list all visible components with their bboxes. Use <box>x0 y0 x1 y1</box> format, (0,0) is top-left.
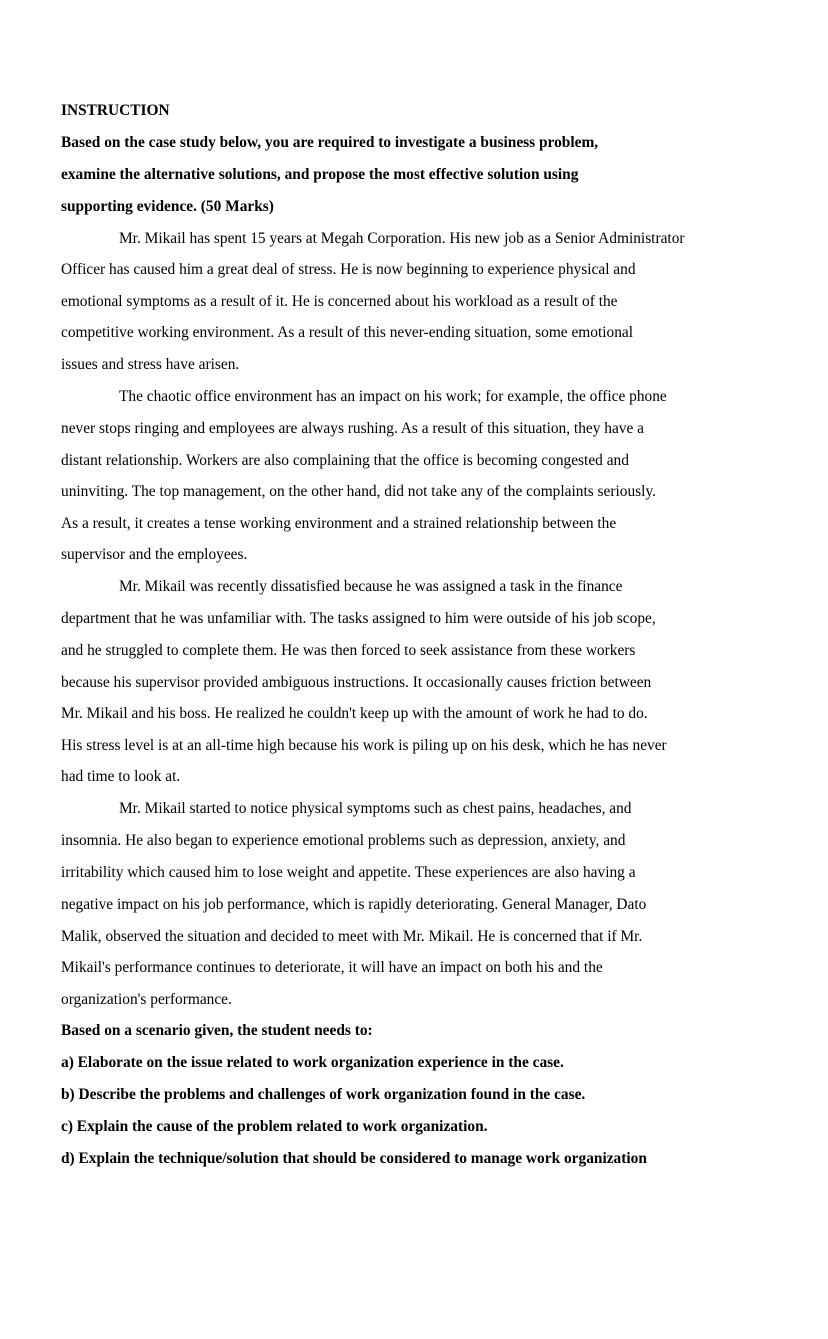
task-item: d) Explain the technique/solution that should be considered to manage work organization <box>61 1150 647 1167</box>
task-item: b) Describe the problems and challenges of work organization found in the case. <box>61 1086 586 1103</box>
paragraph-4-line: insomnia. He also began to experience emotional problems such as depression, anxiety, and <box>61 832 626 849</box>
instruction-line: supporting evidence. (50 Marks) <box>61 198 274 215</box>
paragraph-3-line: His stress level is at an all-time high because his work is piling up on his desk, which he has never <box>61 737 667 754</box>
paragraph-3-line: Mr. Mikail and his boss. He realized he couldn't keep up with the amount of work he had to do. <box>61 705 648 722</box>
paragraph-2-line: uninviting. The top management, on the other hand, did not take any of the complaints seriously. <box>61 483 656 500</box>
paragraph-1-line: issues and stress have arisen. <box>61 356 240 373</box>
task-item: a) Elaborate on the issue related to work organization experience in the case. <box>61 1054 564 1071</box>
paragraph-2-line: The chaotic office environment has an impact on his work; for example, the office phone <box>119 388 667 405</box>
paragraph-1-line: competitive working environment. As a result of this never-ending situation, some emotional <box>61 324 634 341</box>
paragraph-4-line: organization's performance. <box>61 991 232 1008</box>
paragraph-2-line: supervisor and the employees. <box>61 546 248 563</box>
paragraph-4-line: negative impact on his job performance, which is rapidly deteriorating. General Manager, Dato <box>61 896 647 913</box>
paragraph-4-line: irritability which caused him to lose weight and appetite. These experiences are also having a <box>61 864 636 881</box>
instruction-heading: INSTRUCTION <box>61 102 170 119</box>
paragraph-3-line: Mr. Mikail was recently dissatisfied because he was assigned a task in the finance <box>119 578 623 595</box>
instruction-line: Based on the case study below, you are required to investigate a business problem, <box>61 134 599 151</box>
task-item: c) Explain the cause of the problem related to work organization. <box>61 1118 488 1135</box>
paragraph-3-line: because his supervisor provided ambiguous instructions. It occasionally causes friction between <box>61 674 652 691</box>
paragraph-1-line: Mr. Mikail has spent 15 years at Megah Corporation. His new job as a Senior Administrator <box>119 230 685 247</box>
instruction-line: examine the alternative solutions, and propose the most effective solution using <box>61 166 579 183</box>
paragraph-2-line: never stops ringing and employees are always rushing. As a result of this situation, they have a <box>61 420 645 437</box>
paragraph-3-line: and he struggled to complete them. He was then forced to seek assistance from these workers <box>61 642 636 659</box>
paragraph-2-line: As a result, it creates a tense working environment and a strained relationship between the <box>61 515 617 532</box>
paragraph-3-line: had time to look at. <box>61 768 181 785</box>
paragraph-4-line: Malik, observed the situation and decided to meet with Mr. Mikail. He is concerned that if Mr. <box>61 928 643 945</box>
paragraph-3-line: department that he was unfamiliar with. The tasks assigned to him were outside of his job scope, <box>61 610 656 627</box>
paragraph-1-line: emotional symptoms as a result of it. He is concerned about his workload as a result of the <box>61 293 618 310</box>
paragraph-2-line: distant relationship. Workers are also complaining that the office is becoming congested and <box>61 452 629 469</box>
paragraph-4-line: Mikail's performance continues to deteriorate, it will have an impact on both his and the <box>61 959 603 976</box>
paragraph-4-line: Mr. Mikail started to notice physical symptoms such as chest pains, headaches, and <box>119 800 632 817</box>
tasks-intro: Based on a scenario given, the student needs to: <box>61 1022 373 1039</box>
paragraph-1-line: Officer has caused him a great deal of stress. He is now beginning to experience physical and <box>61 261 636 278</box>
